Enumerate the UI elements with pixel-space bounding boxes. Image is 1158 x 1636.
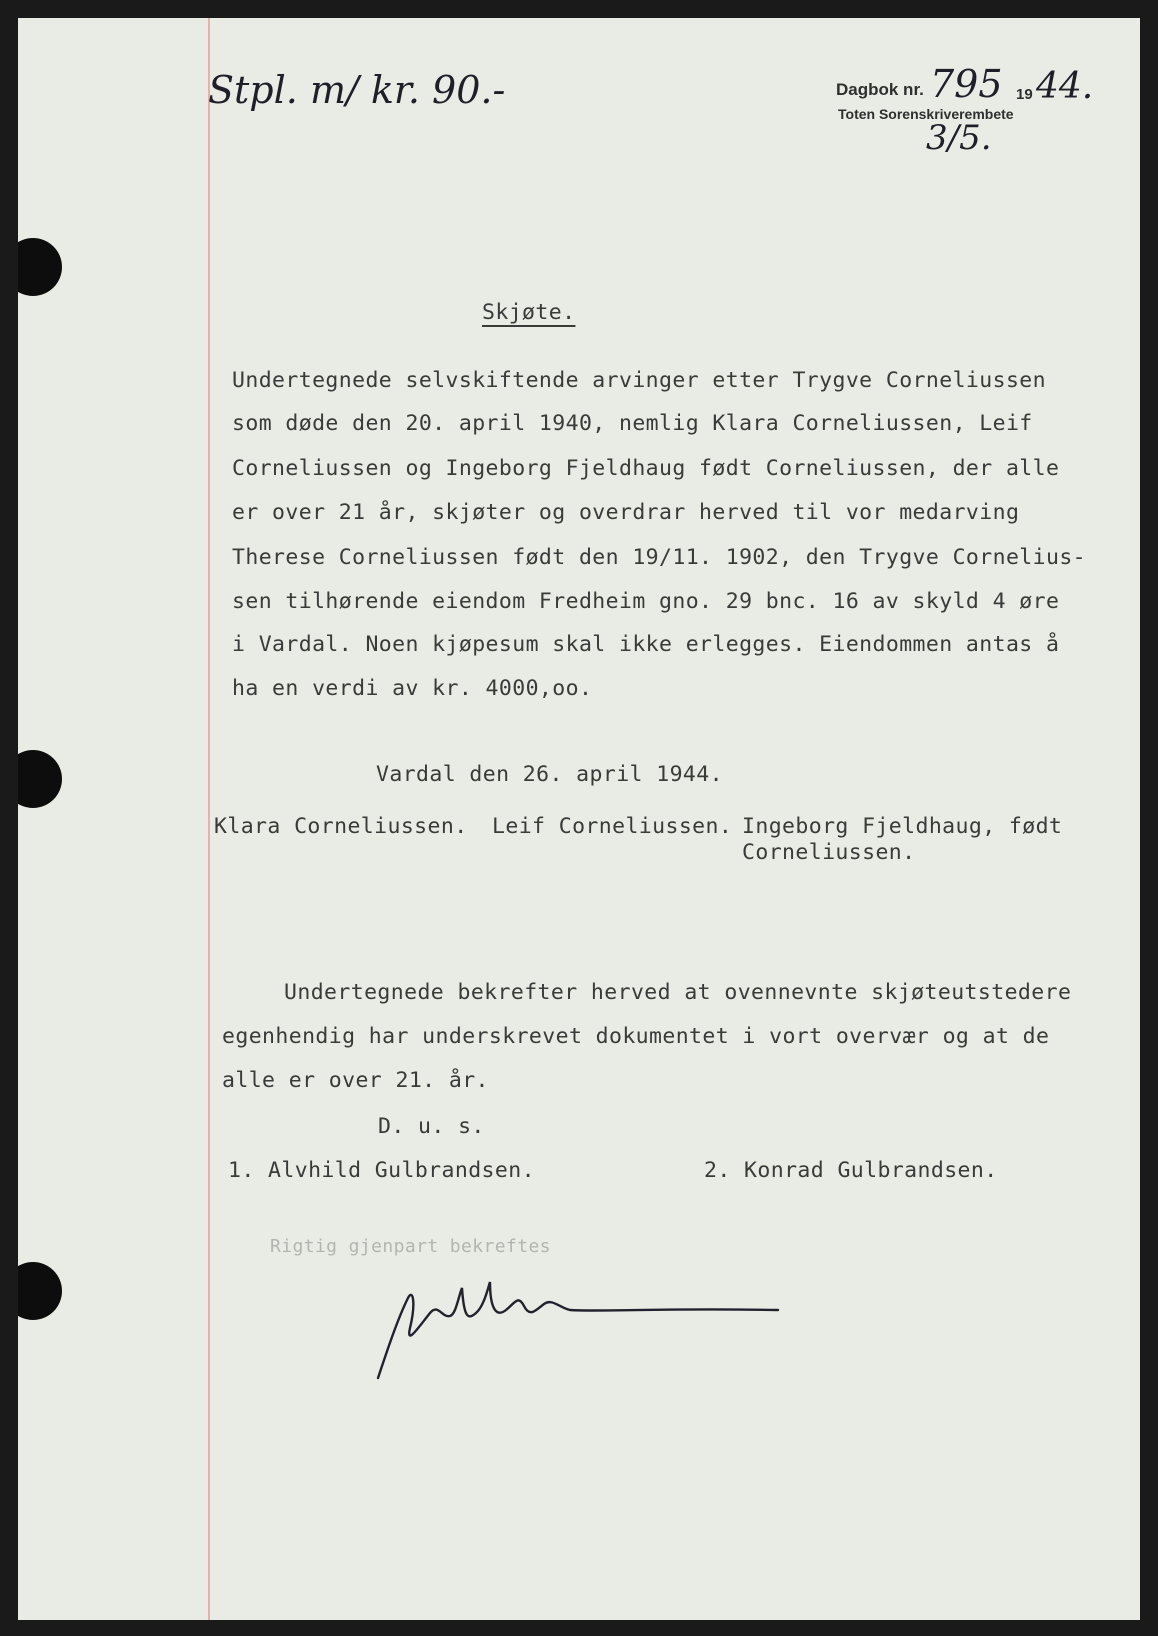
handwritten-signature xyxy=(338,1258,798,1398)
body-line: Corneliussen og Ingeborg Fjeldhaug født Corneliussen, der alle xyxy=(232,456,1060,481)
body-line: som døde den 20. april 1940, nemlig Klara Corneliussen, Leif xyxy=(232,411,1033,436)
registry-date: 3/5. xyxy=(926,118,992,158)
place-and-date: Vardal den 26. april 1944. xyxy=(376,762,723,787)
handwritten-stamp-duty-note: Stpl. m/ kr. 90.- xyxy=(208,68,506,112)
witness-line: Undertegnede bekrefter herved at ovennevnte skjøteutstedere xyxy=(284,980,1072,1005)
body-line: Undertegnede selvskiftende arvinger etter Trygve Corneliussen xyxy=(232,368,1046,393)
signatory-ingeborg: Ingeborg Fjeldhaug, født xyxy=(742,814,1063,839)
punch-hole-middle xyxy=(18,750,62,808)
punch-hole-bottom xyxy=(18,1262,62,1320)
certification-text: Rigtig gjenpart bekreftes xyxy=(270,1236,551,1257)
body-line: er over 21 år, skjøter og overdrar herved til vor medarving xyxy=(232,500,1020,525)
signatory-klara: Klara Corneliussen. xyxy=(214,814,468,839)
document-title: Skjøte. xyxy=(482,300,576,325)
dagbok-label: Dagbok nr. xyxy=(836,80,924,99)
document-page xyxy=(18,18,1140,1620)
dagbok-number: 795 xyxy=(930,62,1003,106)
year-suffix: 44. xyxy=(1036,66,1094,107)
signatory-leif: Leif Corneliussen. xyxy=(492,814,733,839)
body-line: i Vardal. Noen kjøpesum skal ikke erlegges. Eiendommen antas å xyxy=(232,632,1060,657)
body-line: ha en verdi av kr. 4000,oo. xyxy=(232,676,593,701)
margin-rule xyxy=(208,18,210,1620)
signatory-ingeborg-maiden-name: Corneliussen. xyxy=(742,840,916,865)
witness-alvhild: 1. Alvhild Gulbrandsen. xyxy=(228,1158,535,1183)
witness-line: alle er over 21. år. xyxy=(222,1068,489,1093)
witness-konrad: 2. Konrad Gulbrandsen. xyxy=(704,1158,998,1183)
witness-line: egenhendig har underskrevet dokumentet i vort overvær og at de xyxy=(222,1024,1050,1049)
punch-hole-top xyxy=(18,238,62,296)
body-line: Therese Corneliussen født den 19/11. 1902, den Trygve Cornelius- xyxy=(232,545,1087,570)
body-line: sen tilhørende eiendom Fredheim gno. 29 bnc. 16 av skyld 4 øre xyxy=(232,589,1060,614)
office-name: Toten Sorenskriverembete xyxy=(838,106,1014,122)
year-prefix: 19 xyxy=(1016,86,1033,103)
dus-abbreviation: D. u. s. xyxy=(378,1114,485,1139)
